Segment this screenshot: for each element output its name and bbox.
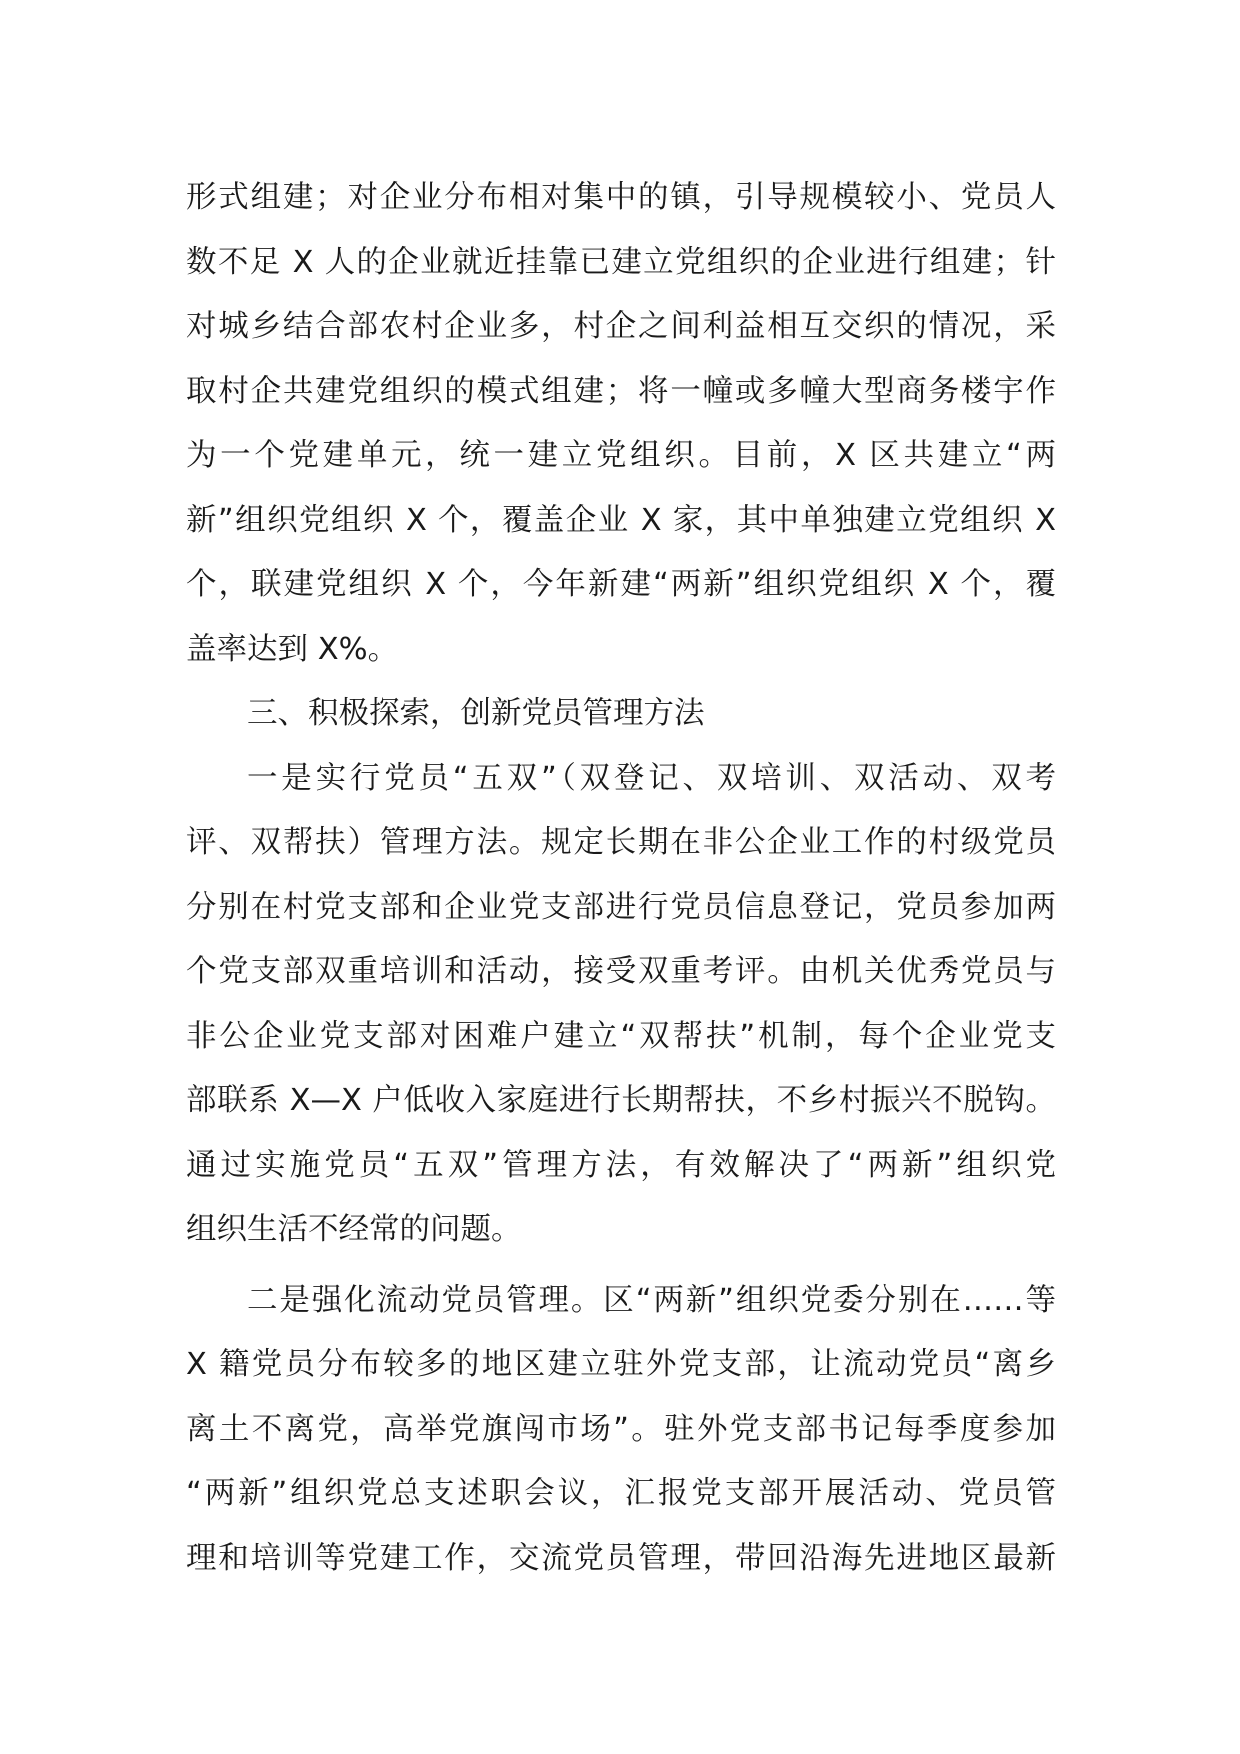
body-line: 通过实施党员“五双”管理方法，有效解决了“两新”组织党: [186, 1147, 1056, 1183]
body-line: 新”组织党组织 X 个，覆盖企业 X 家，其中单独建立党组织 X: [186, 502, 1056, 538]
document-body: [186, 166, 1056, 1591]
body-line: 形式组建；对企业分布相对集中的镇，引导规模较小、党员人: [186, 180, 1056, 215]
body-line: 数不足 X 人的企业就近挂靠已建立党组织的企业进行组建；针: [186, 244, 1056, 280]
body-line: 个党支部双重培训和活动，接受双重考评。由机关优秀党员与: [186, 954, 1056, 989]
body-line: 部联系 X—X 户低收入家庭进行长期帮扶，不乡村振兴不脱钩。: [186, 1083, 1056, 1118]
body-line: 组织生活不经常的问题。: [186, 1212, 522, 1247]
paragraph-first-line: 二是强化流动党员管理。区“两新”组织党委分别在……等: [247, 1282, 1056, 1318]
body-line: 分别在村党支部和企业党支部进行党员信息登记，党员参加两: [186, 889, 1056, 925]
body-line: X 籍党员分布较多的地区建立驻外党支部，让流动党员“离乡: [186, 1347, 1056, 1382]
section-heading: 三、积极探索，创新党员管理方法: [247, 696, 705, 731]
body-line: 为一个党建单元，统一建立党组织。目前，X 区共建立“两: [186, 438, 1056, 473]
body-line: 盖率达到 X%。: [186, 631, 399, 667]
body-line: 非公企业党支部对困难户建立“双帮扶”机制，每个企业党支: [186, 1018, 1056, 1054]
body-line: “两新”组织党总支述职会议，汇报党支部开展活动、党员管: [186, 1476, 1056, 1511]
paragraph-first-line: 一是实行党员“五双”（双登记、双培训、双活动、双考: [247, 760, 1056, 796]
body-line: 离土不离党，高举党旗闯市场”。驻外党支部书记每季度参加: [186, 1411, 1056, 1447]
body-line: 评、双帮扶）管理方法。规定长期在非公企业工作的村级党员: [186, 825, 1056, 860]
body-line: 个，联建党组织 X 个，今年新建“两新”组织党组织 X 个，覆: [186, 567, 1056, 602]
body-line: 对城乡结合部农村企业多，村企之间利益相互交织的情况，采: [186, 309, 1056, 344]
body-line: 取村企共建党组织的模式组建；将一幢或多幢大型商务楼宇作: [186, 373, 1056, 409]
body-line: 理和培训等党建工作，交流党员管理，带回沿海先进地区最新: [186, 1540, 1056, 1576]
